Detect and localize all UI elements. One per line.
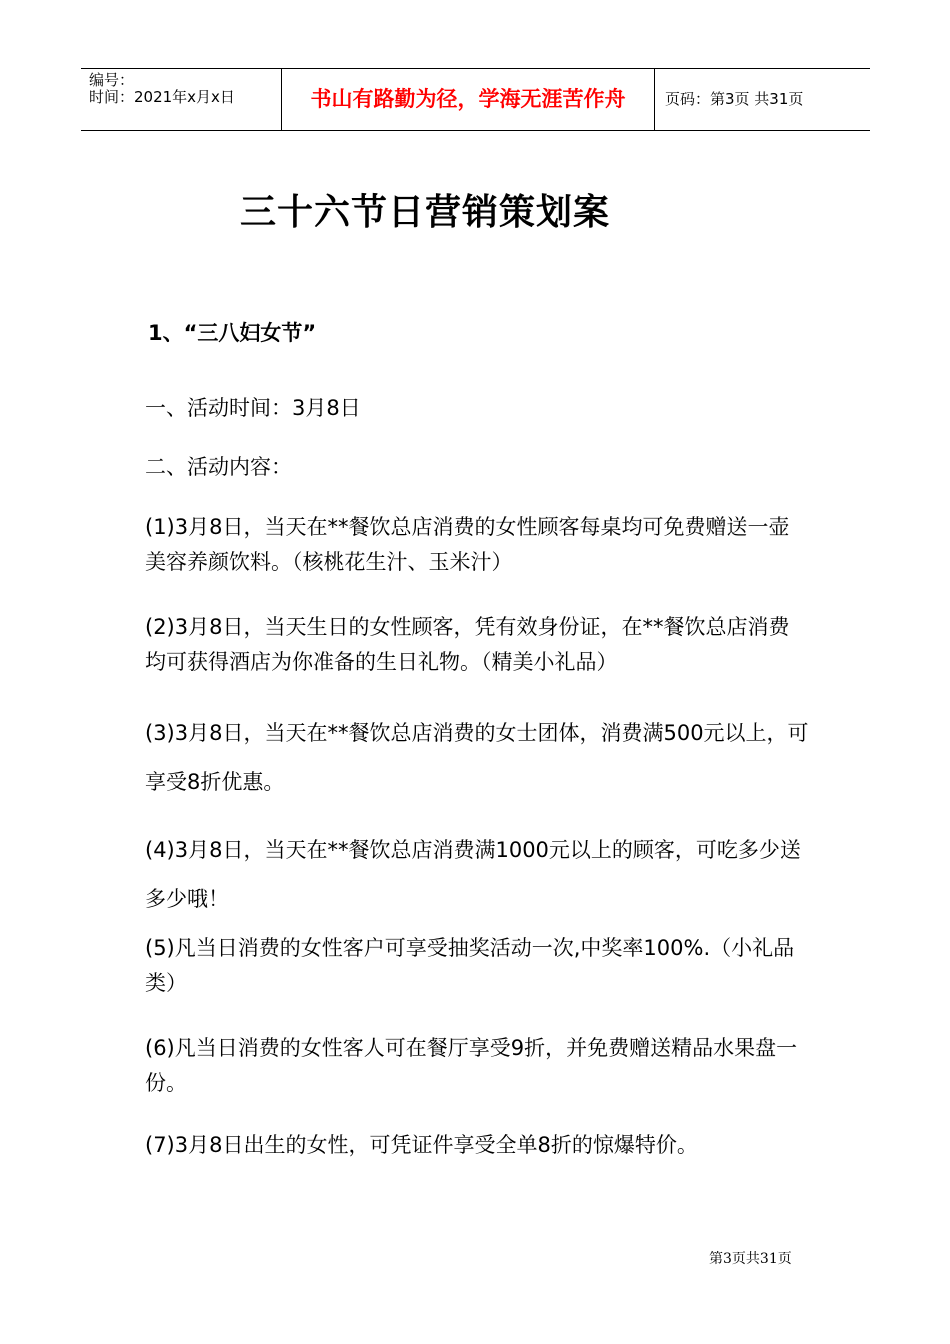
paragraph-item-3: (3)3月8日，当天在**餐饮总店消费的女士团体，消费满500元以上，可享受8折优惠。 xyxy=(145,721,809,794)
header-date: 时间：2021年x月x日 xyxy=(89,88,235,106)
header-page-info: 页码：第3页 共31页 xyxy=(665,90,804,108)
page-header xyxy=(81,68,870,131)
paragraph-item-5: (5)凡当日消费的女性客户可享受抽奖活动一次,中奖率100%.（小礼品类） xyxy=(145,936,795,995)
paragraph-item-1: (1)3月8日，当天在**餐饮总店消费的女性顾客每桌均可免费赠送一壶美容养颜饮料。（核桃花生汁、玉米汁） xyxy=(145,515,790,574)
header-number-label: 编号： xyxy=(89,71,135,89)
paragraph-activity-content: 二、活动内容： xyxy=(145,455,292,479)
paragraph-item-7: (7)3月8日出生的女性，可凭证件享受全单8折的惊爆特价。 xyxy=(145,1133,698,1157)
page-footer: 第3页共31页 xyxy=(709,1251,792,1267)
document-title: 三十六节日营销策划案 xyxy=(239,191,610,233)
section-heading: 1、“三八妇女节” xyxy=(148,321,317,345)
paragraph-item-2: (2)3月8日，当天生日的女性顾客，凭有效身份证，在**餐饮总店消费均可获得酒店为你准备的生日礼物。（精美小礼品） xyxy=(145,615,790,674)
paragraph-item-6: (6)凡当日消费的女性客人可在餐厅享受9折，并免费赠送精品水果盘一份。 xyxy=(145,1036,798,1095)
header-motto: 书山有路勤为径，学海无涯苦作舟 xyxy=(282,69,655,130)
header-meta-cell xyxy=(81,69,282,130)
paragraph-item-4: (4)3月8日，当天在**餐饮总店消费满1000元以上的顾客，可吃多少送多少哦！ xyxy=(145,838,801,911)
paragraph-activity-time: 一、活动时间：3月8日 xyxy=(145,396,361,420)
